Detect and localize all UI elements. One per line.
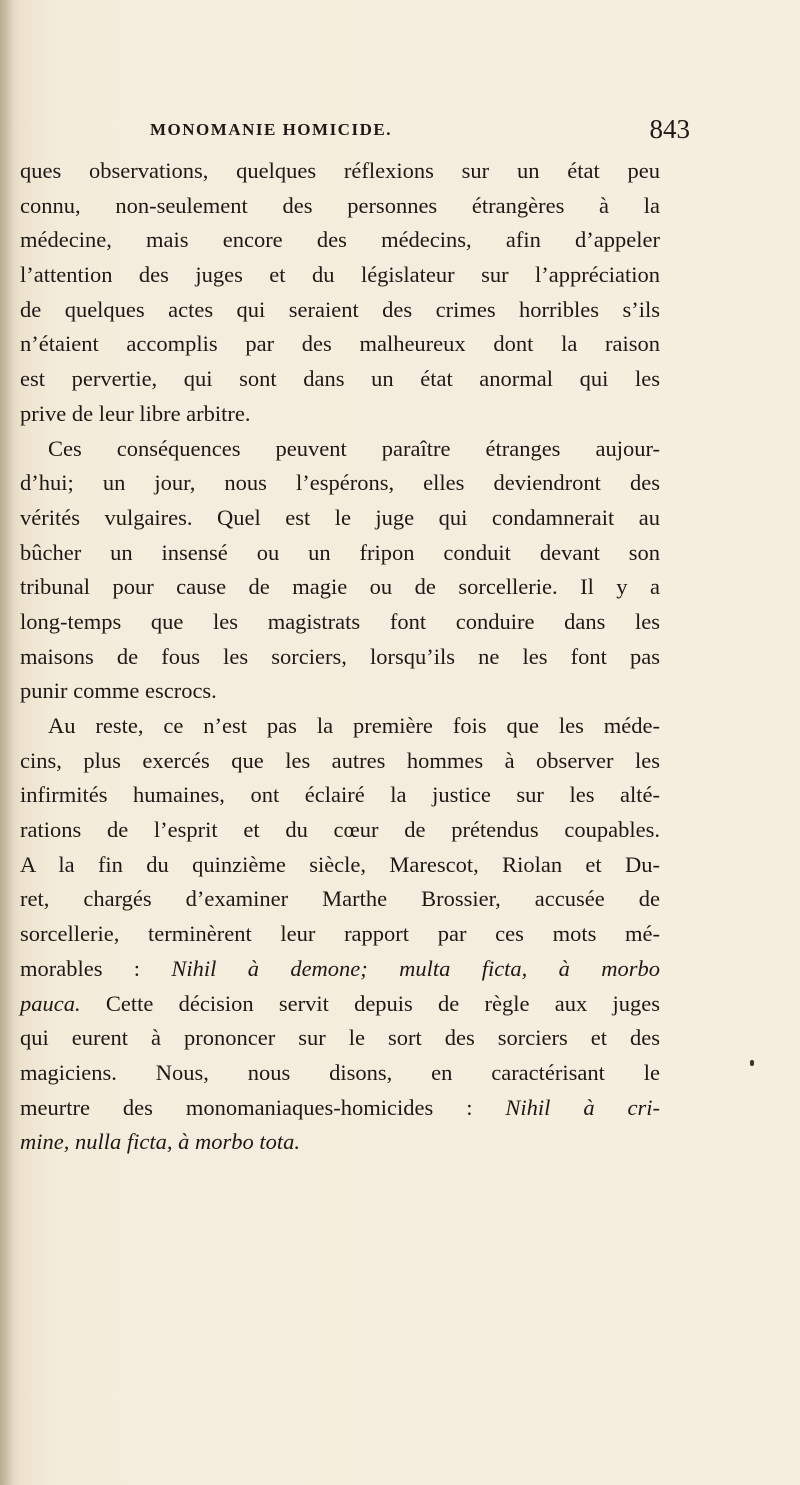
text-fragment: meurtre des monomaniaques-homicides : <box>20 1094 506 1120</box>
text-line: qui eurent à prononcer sur le sort des sorciers et des <box>20 1025 660 1051</box>
binding-shadow <box>0 0 14 1485</box>
body-text <box>20 154 660 1160</box>
text-line: Au reste, ce n’est pas la première fois que les méde- <box>48 713 660 738</box>
text-line: vérités vulgaires. Quel est le juge qui condamnerait au <box>20 504 660 530</box>
latin-quote-line: mine, nulla ficta, à morbo tota. <box>20 1129 300 1155</box>
text-line-with-quote <box>20 987 660 1022</box>
text-line-with-quote <box>20 952 660 987</box>
running-title: MONOMANIE HOMICIDE. <box>150 120 392 139</box>
text-fragment: Cette décision servit depuis de règle aux juges <box>80 990 660 1016</box>
text-line: d’hui; un jour, nous l’espérons, elles deviendront des <box>20 470 660 496</box>
page-number: 843 <box>649 114 690 144</box>
text-line: n’étaient accomplis par des malheureux dont la raison <box>20 331 660 357</box>
text-line: cins, plus exercés que les autres hommes à observer les <box>20 747 660 773</box>
text-line: A la fin du quinzième siècle, Marescot, Riolan et Du- <box>20 851 660 877</box>
latin-quote: Nihil à cri- <box>505 1094 661 1120</box>
text-line: ques observations, quelques réflexions sur un état peu <box>20 158 660 183</box>
text-line: infirmités humaines, ont éclairé la justice sur les alté- <box>20 782 660 808</box>
text-line: médecine, mais encore des médecins, afin d’appeler <box>20 227 660 253</box>
latin-quote: Nihil à demone; multa ficta, à morbo <box>171 955 660 981</box>
text-line: de quelques actes qui seraient des crimes horribles s’ils <box>20 296 660 322</box>
text-line: long-temps que les magistrats font conduire dans les <box>20 608 660 634</box>
text-line: bûcher un insensé ou un fripon conduit devant son <box>20 539 660 565</box>
text-fragment: morables : <box>20 955 172 981</box>
text-line: tribunal pour cause de magie ou de sorcellerie. Il y a <box>20 574 660 600</box>
text-line: sorcellerie, terminèrent leur rapport par ces mots mé- <box>20 921 660 947</box>
running-head <box>150 116 690 146</box>
text-line: maisons de fous les sorciers, lorsqu’ils ne les font pas <box>20 643 660 669</box>
text-line: ret, chargés d’examiner Marthe Brossier, accusée de <box>20 886 660 912</box>
text-line: punir comme escrocs. <box>20 678 217 704</box>
text-line-with-quote <box>20 1091 660 1126</box>
text-line: est pervertie, qui sont dans un état anormal qui les <box>20 366 660 392</box>
text-line: l’attention des juges et du législateur sur l’appréciation <box>20 262 660 288</box>
text-line: rations de l’esprit et du cœur de prétendus coupables. <box>20 817 660 843</box>
ink-speck <box>750 1060 754 1066</box>
text-line: magiciens. Nous, nous disons, en caractérisant le <box>20 1059 660 1085</box>
text-line: prive de leur libre arbitre. <box>20 400 251 426</box>
text-line: connu, non-seulement des personnes étrangères à la <box>20 192 660 218</box>
text-line: Ces conséquences peuvent paraître étranges aujour- <box>48 435 660 461</box>
latin-quote: pauca. <box>20 990 81 1016</box>
